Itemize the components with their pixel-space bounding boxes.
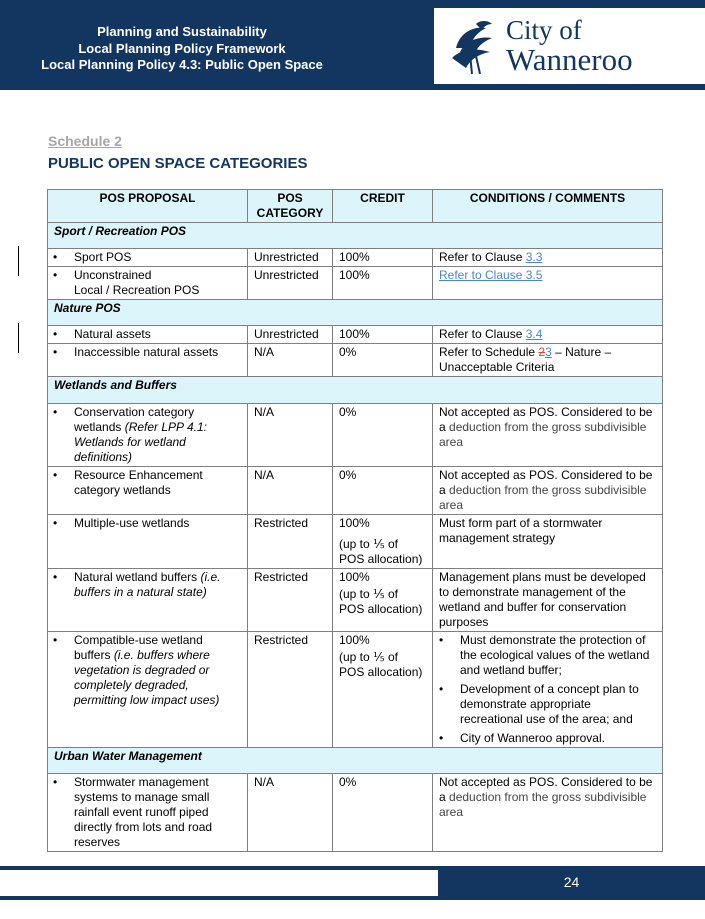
credit-value: 100% bbox=[339, 633, 370, 647]
category-nature: Nature POS bbox=[48, 300, 663, 326]
credit-cell bbox=[333, 632, 433, 748]
category-cell: Restricted bbox=[248, 569, 333, 632]
category-cell: Unrestricted bbox=[248, 267, 333, 300]
proposal-text: Conservation category wetlands bbox=[74, 405, 195, 434]
page-title: PUBLIC OPEN SPACE CATEGORIES bbox=[48, 155, 308, 172]
bullet-icon: • bbox=[53, 268, 58, 282]
conditions-cell bbox=[433, 404, 663, 467]
category-cell: Unrestricted bbox=[248, 326, 333, 344]
conditions-cell bbox=[433, 344, 663, 377]
category-cell: N/A bbox=[248, 467, 333, 515]
table-row bbox=[48, 326, 663, 344]
pos-categories-table bbox=[47, 189, 663, 852]
condition-text: City of Wanneroo approval. bbox=[460, 731, 605, 745]
bullet-icon: • bbox=[53, 775, 58, 789]
header-line-3: Local Planning Policy 4.3: Public Open Space bbox=[41, 57, 323, 72]
credit-value: 100% bbox=[339, 516, 370, 530]
inserted-text: 3 bbox=[545, 345, 552, 359]
proposal-cell: Multiple-use wetlands bbox=[74, 516, 190, 530]
conditions-cell bbox=[433, 326, 663, 344]
table-row bbox=[48, 467, 663, 515]
proposal-cell bbox=[74, 268, 241, 298]
proposal-cell bbox=[74, 405, 241, 465]
col-header-category: POS CATEGORY bbox=[248, 190, 333, 223]
bullet-icon: • bbox=[53, 345, 58, 359]
conditions-text: Not accepted as POS. Considered to be a bbox=[439, 405, 653, 434]
proposal-line-2: Local / Recreation POS bbox=[74, 283, 200, 297]
proposal-text: Compatible-use wetland buffers bbox=[74, 633, 203, 662]
credit-cell: 100% bbox=[333, 267, 433, 300]
conditions-cell bbox=[433, 249, 663, 267]
conditions-text: Not accepted as POS. Considered to be a bbox=[439, 468, 653, 497]
proposal-cell: Stormwater management systems to manage small rainfall event runoff piped directly from lots and road reserves bbox=[74, 775, 213, 849]
proposal-text: Natural wetland buffers bbox=[74, 570, 201, 584]
credit-note: (up to ⅕ of POS allocation) bbox=[339, 537, 423, 566]
bullet-icon: • bbox=[53, 468, 58, 482]
conditions-text: – Nature – Unacceptable Criteria bbox=[439, 345, 612, 374]
bullet-icon: • bbox=[53, 327, 58, 341]
conditions-text: Not accepted as POS. Considered to be a bbox=[439, 775, 653, 804]
header-title bbox=[22, 24, 342, 74]
category-cell: N/A bbox=[248, 404, 333, 467]
change-bar bbox=[18, 246, 19, 276]
conditions-list bbox=[439, 633, 656, 746]
conditions-cell: Must form part of a stormwater management strategy bbox=[433, 515, 663, 569]
page-header bbox=[0, 0, 705, 90]
condition-text: Must demonstrate the protection of the ecological values of the wetland and wetland buffer; bbox=[460, 633, 650, 677]
list-item bbox=[439, 682, 656, 727]
bullet-icon: • bbox=[53, 516, 58, 530]
list-item bbox=[439, 731, 656, 746]
category-cell: Unrestricted bbox=[248, 249, 333, 267]
proposal-note: (Refer LPP 4.1: Wetlands for wetland definitions) bbox=[74, 420, 207, 464]
credit-cell: 0% bbox=[333, 774, 433, 852]
footer-rule-bottom bbox=[0, 896, 705, 900]
conditions-text-inserted: deduction from the gross subdivisible area bbox=[439, 790, 647, 819]
credit-note: (up to ⅕ of POS allocation) bbox=[339, 650, 423, 679]
proposal-cell bbox=[74, 570, 241, 600]
list-item bbox=[439, 633, 656, 678]
category-cell: Restricted bbox=[248, 515, 333, 569]
table-row bbox=[48, 774, 663, 852]
table-row bbox=[48, 515, 663, 569]
credit-cell: 0% bbox=[333, 404, 433, 467]
table-row bbox=[48, 344, 663, 377]
table-row bbox=[48, 249, 663, 267]
proposal-cell: Sport POS bbox=[74, 250, 132, 264]
bullet-icon: • bbox=[439, 682, 444, 696]
credit-cell: 0% bbox=[333, 344, 433, 377]
bullet-icon: • bbox=[53, 570, 58, 584]
bullet-icon: • bbox=[53, 405, 58, 419]
col-header-proposal: POS PROPOSAL bbox=[48, 190, 248, 223]
city-logo bbox=[434, 8, 705, 84]
table-row bbox=[48, 267, 663, 300]
conditions-cell bbox=[433, 467, 663, 515]
conditions-cell bbox=[433, 632, 663, 748]
bullet-icon: • bbox=[439, 731, 444, 745]
schedule-label: Schedule 2 bbox=[48, 133, 122, 149]
col-header-conditions: CONDITIONS / COMMENTS bbox=[433, 190, 663, 223]
bullet-icon: • bbox=[439, 633, 444, 647]
proposal-note: (i.e. buffers in a natural state) bbox=[74, 570, 221, 599]
table-row bbox=[48, 569, 663, 632]
category-cell: Restricted bbox=[248, 632, 333, 748]
condition-text: Development of a concept plan to demonstrate appropriate recreational use of the area; and bbox=[460, 682, 639, 726]
proposal-cell: Natural assets bbox=[74, 327, 151, 341]
conditions-cell bbox=[433, 267, 663, 300]
proposal-line-1: Unconstrained bbox=[74, 268, 152, 282]
conditions-text-inserted: deduction from the gross subdivisible area bbox=[439, 483, 647, 512]
conditions-text: Refer to Clause bbox=[439, 250, 526, 264]
col-header-credit: CREDIT bbox=[333, 190, 433, 223]
category-wetlands-buffers: Wetlands and Buffers bbox=[48, 377, 663, 404]
table-row bbox=[48, 404, 663, 467]
logo-text-wanneroo: Wanneroo bbox=[506, 42, 633, 77]
header-line-2: Local Planning Policy Framework bbox=[78, 40, 286, 56]
credit-value: 100% bbox=[339, 570, 370, 584]
credit-note: (up to ⅕ of POS allocation) bbox=[339, 587, 423, 616]
credit-cell bbox=[333, 569, 433, 632]
change-bar bbox=[18, 323, 19, 353]
bullet-icon: • bbox=[53, 250, 58, 264]
category-cell: N/A bbox=[248, 344, 333, 377]
proposal-note: (i.e. buffers where vegetation is degraded or completely degraded, permitting low impact uses) bbox=[74, 648, 220, 707]
swan-logo-icon bbox=[446, 18, 498, 76]
conditions-text: Refer to Clause bbox=[439, 327, 526, 341]
clause-link[interactable]: 3.4 bbox=[525, 327, 543, 341]
bullet-icon: • bbox=[53, 633, 58, 647]
proposal-cell bbox=[74, 633, 241, 708]
proposal-cell: Resource Enhancement category wetlands bbox=[74, 468, 203, 497]
credit-cell bbox=[333, 515, 433, 569]
category-sport-recreation: Sport / Recreation POS bbox=[48, 223, 663, 249]
page-number: 24 bbox=[563, 874, 580, 890]
clause-link[interactable]: Refer to Clause 3.5 bbox=[439, 268, 543, 282]
conditions-cell: Management plans must be developed to demonstrate management of the wetland and buffer for conservation purposes bbox=[433, 569, 663, 632]
credit-cell: 100% bbox=[333, 326, 433, 344]
proposal-cell: Inaccessible natural assets bbox=[74, 345, 219, 359]
conditions-text: Refer to Schedule bbox=[439, 345, 539, 359]
conditions-cell bbox=[433, 774, 663, 852]
category-cell: N/A bbox=[248, 774, 333, 852]
header-line-1: Planning and Sustainability bbox=[97, 24, 267, 39]
credit-cell: 100% bbox=[333, 249, 433, 267]
category-urban-water: Urban Water Management bbox=[48, 748, 663, 774]
clause-link[interactable]: 3.3 bbox=[525, 250, 543, 264]
logo-text-city-of: City of bbox=[506, 15, 582, 45]
credit-cell: 0% bbox=[333, 467, 433, 515]
conditions-text-inserted: deduction from the gross subdivisible area bbox=[439, 420, 647, 449]
table-row bbox=[48, 632, 663, 748]
deleted-text: 2 bbox=[538, 345, 546, 359]
